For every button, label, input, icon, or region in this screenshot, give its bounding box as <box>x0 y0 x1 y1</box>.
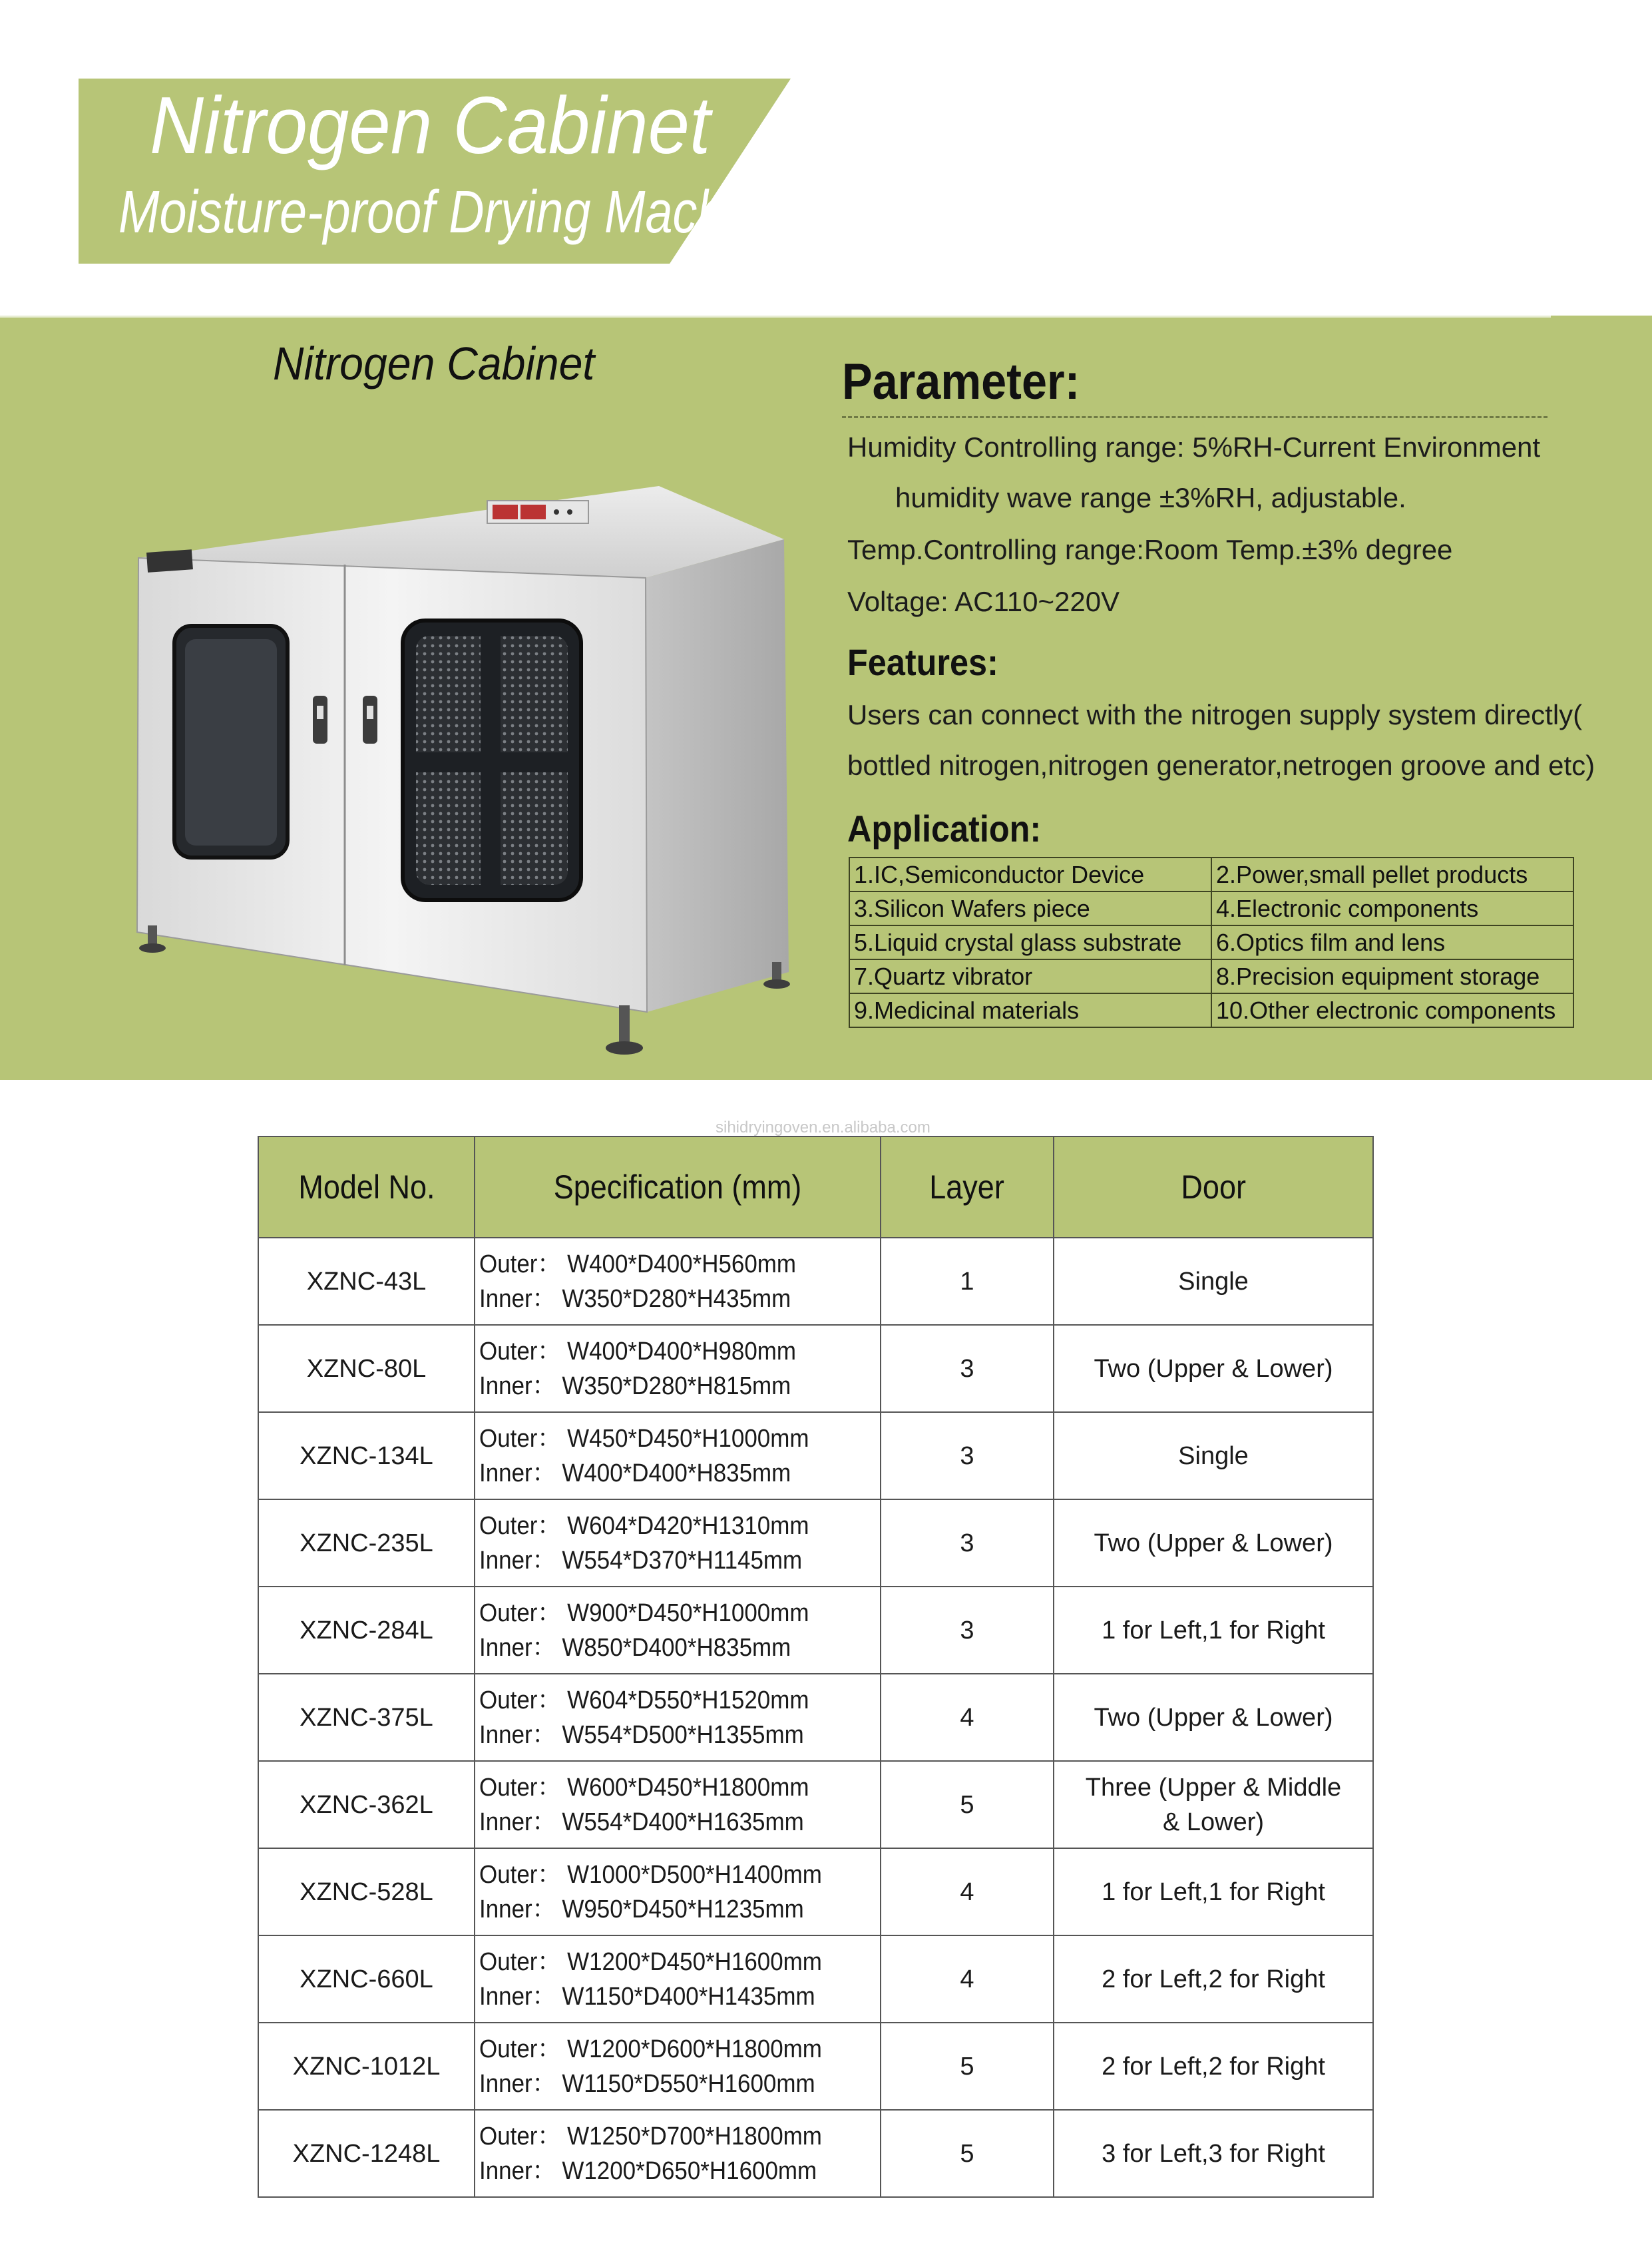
table-row <box>258 1499 1373 1587</box>
inner-spec: Inner： W554*D400*H1635mm <box>479 1808 804 1836</box>
outer-spec: Outer： W1200*D450*H1600mm <box>479 1947 822 1976</box>
outer-spec: Outer： W604*D420*H1310mm <box>479 1511 809 1540</box>
model-cell: XZNC-235L <box>258 1499 475 1587</box>
specification-cell <box>475 1412 881 1499</box>
specification-cell <box>475 1499 881 1587</box>
table-row <box>258 1848 1373 1935</box>
door-cell: Three (Upper & Middle & Lower) <box>1054 1761 1373 1848</box>
door-cell: 1 for Left,1 for Right <box>1054 1848 1373 1935</box>
door-cell: Single <box>1054 1412 1373 1499</box>
specification-cell <box>475 2110 881 2197</box>
features-line: Users can connect with the nitrogen supply system directly( <box>847 699 1583 730</box>
outer-spec: Outer： W600*D450*H1800mm <box>479 1773 809 1802</box>
table-row <box>258 1761 1373 1848</box>
inner-spec: Inner： W1150*D550*H1600mm <box>479 2069 815 2098</box>
door-cell: 2 for Left,2 for Right <box>1054 2023 1373 2110</box>
table-header-row <box>258 1136 1373 1238</box>
specification-cell <box>475 1325 881 1412</box>
application-table <box>849 857 1574 1028</box>
outer-spec: Outer： W450*D450*H1000mm <box>479 1424 809 1453</box>
inner-spec: Inner： W1200*D650*H1600mm <box>479 2156 817 2185</box>
application-cell: 1.IC,Semiconductor Device <box>849 858 1211 891</box>
application-cell: 2.Power,small pellet products <box>1211 858 1573 891</box>
door-cell: Two (Upper & Lower) <box>1054 1325 1373 1412</box>
inner-spec: Inner： W950*D450*H1235mm <box>479 1895 804 1923</box>
inner-spec: Inner： W850*D400*H835mm <box>479 1633 791 1662</box>
door-cell: Two (Upper & Lower) <box>1054 1674 1373 1761</box>
specification-cell <box>475 1587 881 1674</box>
product-label: Nitrogen Cabinet <box>273 338 595 389</box>
inner-spec: Inner： W554*D500*H1355mm <box>479 1720 804 1749</box>
table-row <box>258 1674 1373 1761</box>
model-cell: XZNC-1248L <box>258 2110 475 2197</box>
parameter-heading: Parameter: <box>842 354 1080 410</box>
application-cell: 10.Other electronic components <box>1211 993 1573 1027</box>
parameter-line: Voltage: AC110~220V <box>847 586 1120 617</box>
parameter-line: Temp.Controlling range:Room Temp.±3% degree <box>847 534 1453 565</box>
table-row <box>258 1325 1373 1412</box>
cabinet-image <box>133 466 799 1085</box>
parameter-line: Humidity Controlling range: 5%RH-Current Environment <box>847 431 1541 463</box>
inner-spec: Inner： W400*D400*H835mm <box>479 1459 791 1487</box>
header-specification: Specification (mm) <box>475 1136 881 1238</box>
table-row <box>258 1238 1373 1325</box>
outer-spec: Outer： W604*D550*H1520mm <box>479 1686 809 1714</box>
door-cell: Two (Upper & Lower) <box>1054 1499 1373 1587</box>
table-row <box>258 1412 1373 1499</box>
dashed-divider <box>842 416 1548 418</box>
model-cell: XZNC-362L <box>258 1761 475 1848</box>
application-cell: 9.Medicinal materials <box>849 993 1211 1027</box>
table-row <box>849 891 1573 925</box>
table-row <box>258 2023 1373 2110</box>
outer-spec: Outer： W400*D400*H980mm <box>479 1337 797 1366</box>
layer-cell: 4 <box>881 1848 1054 1935</box>
specification-cell <box>475 1761 881 1848</box>
outer-spec: Outer： W1200*D600*H1800mm <box>479 2035 822 2063</box>
header-layer: Layer <box>881 1136 1054 1238</box>
layer-cell: 5 <box>881 2023 1054 2110</box>
inner-spec: Inner： W350*D280*H815mm <box>479 1372 791 1400</box>
application-cell: 6.Optics film and lens <box>1211 925 1573 959</box>
header-model: Model No. <box>258 1136 475 1238</box>
table-row <box>849 858 1573 891</box>
inner-spec: Inner： W1150*D400*H1435mm <box>479 1982 815 2011</box>
model-cell: XZNC-528L <box>258 1848 475 1935</box>
layer-cell: 1 <box>881 1238 1054 1325</box>
outer-spec: Outer： W1250*D700*H1800mm <box>479 2122 822 2150</box>
inner-spec: Inner： W554*D370*H1145mm <box>479 1546 803 1575</box>
door-cell: Single <box>1054 1238 1373 1325</box>
table-row <box>258 2110 1373 2197</box>
specification-cell <box>475 1674 881 1761</box>
layer-cell: 3 <box>881 1499 1054 1587</box>
application-cell: 4.Electronic components <box>1211 891 1573 925</box>
model-cell: XZNC-43L <box>258 1238 475 1325</box>
spec-table <box>258 1136 1374 2198</box>
door-cell: 1 for Left,1 for Right <box>1054 1587 1373 1674</box>
application-cell: 8.Precision equipment storage <box>1211 959 1573 993</box>
layer-cell: 3 <box>881 1587 1054 1674</box>
layer-cell: 5 <box>881 2110 1054 2197</box>
application-cell: 3.Silicon Wafers piece <box>849 891 1211 925</box>
door-cell: 2 for Left,2 for Right <box>1054 1935 1373 2023</box>
table-row <box>258 1587 1373 1674</box>
model-cell: XZNC-284L <box>258 1587 475 1674</box>
door-cell: 3 for Left,3 for Right <box>1054 2110 1373 2197</box>
application-cell: 7.Quartz vibrator <box>849 959 1211 993</box>
layer-cell: 3 <box>881 1325 1054 1412</box>
model-cell: XZNC-134L <box>258 1412 475 1499</box>
layer-cell: 5 <box>881 1761 1054 1848</box>
application-cell: 5.Liquid crystal glass substrate <box>849 925 1211 959</box>
watermark: sihidryingoven.en.alibaba.com <box>716 1119 930 1136</box>
features-heading: Features: <box>847 641 998 683</box>
application-heading: Application: <box>847 808 1042 850</box>
model-cell: XZNC-375L <box>258 1674 475 1761</box>
model-cell: XZNC-660L <box>258 1935 475 2023</box>
layer-cell: 4 <box>881 1674 1054 1761</box>
banner-title: Nitrogen Cabinet <box>150 80 711 170</box>
features-line: bottled nitrogen,nitrogen generator,netrogen groove and etc) <box>847 750 1595 781</box>
outer-spec: Outer： W1000*D500*H1400mm <box>479 1860 822 1889</box>
table-row <box>849 925 1573 959</box>
table-row <box>849 959 1573 993</box>
specification-cell <box>475 1238 881 1325</box>
layer-cell: 4 <box>881 1935 1054 2023</box>
layer-cell: 3 <box>881 1412 1054 1499</box>
parameter-line: humidity wave range ±3%RH, adjustable. <box>895 482 1406 513</box>
model-cell: XZNC-1012L <box>258 2023 475 2110</box>
inner-spec: Inner： W350*D280*H435mm <box>479 1284 791 1313</box>
specification-cell <box>475 1935 881 2023</box>
outer-spec: Outer： W400*D400*H560mm <box>479 1250 797 1278</box>
header-door: Door <box>1054 1136 1373 1238</box>
table-row <box>849 993 1573 1027</box>
specification-cell <box>475 2023 881 2110</box>
table-row <box>258 1935 1373 2023</box>
model-cell: XZNC-80L <box>258 1325 475 1412</box>
outer-spec: Outer： W900*D450*H1000mm <box>479 1599 809 1627</box>
banner-subtitle: Moisture-proof Drying Machine <box>118 179 790 246</box>
specification-cell <box>475 1848 881 1935</box>
